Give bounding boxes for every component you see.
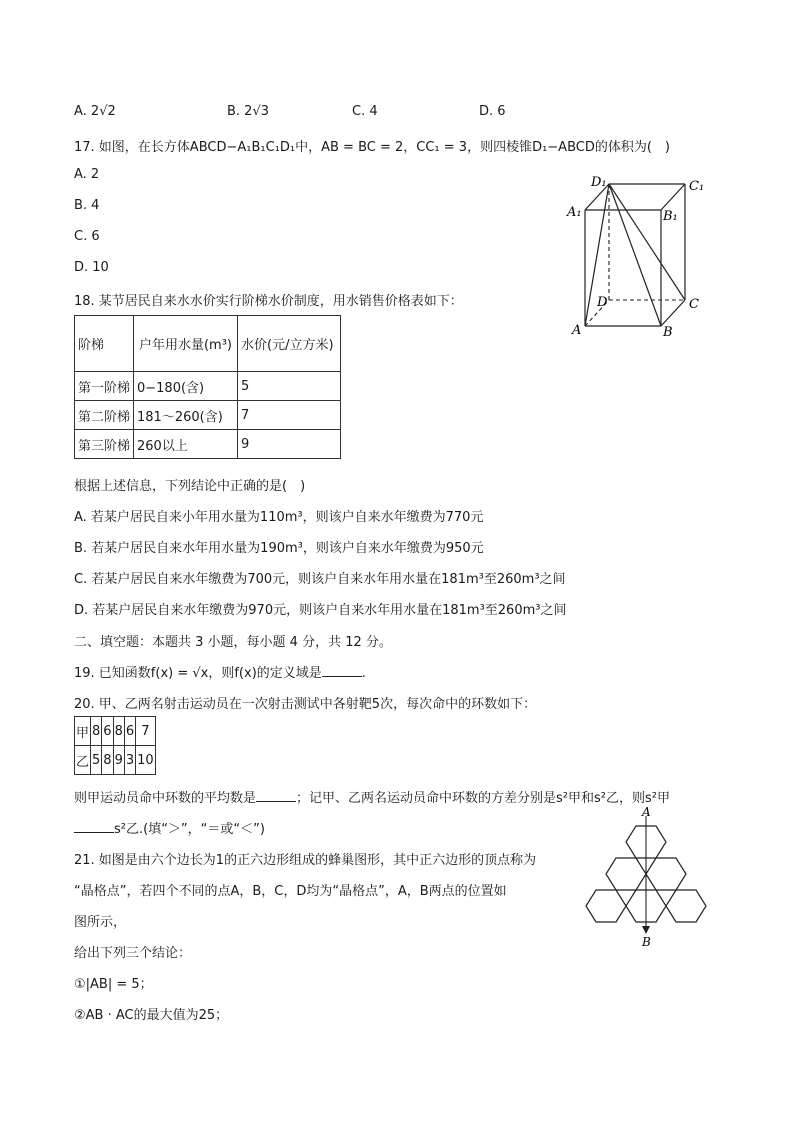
q18-option-d: D. 若某户居民自来水年缴费为970元，则该户自来水年用水量在181m³至260m³之间	[74, 603, 567, 618]
q21-line1: 21. 如图是由六个边长为1的正六边形组成的蜂巢图形，其中正六边形的顶点称为	[74, 853, 537, 868]
q19-stem	[74, 662, 366, 681]
label-a: A	[572, 323, 582, 338]
q19-stem-end: .	[361, 666, 366, 681]
q16-option-b: B. 2√3	[227, 104, 270, 119]
score-cell: 8	[113, 717, 124, 746]
shooting-scores-table	[74, 716, 156, 775]
water-price-table	[74, 315, 341, 459]
table-header: 水价(元/立方米)	[238, 316, 341, 372]
label-a1: A₁	[567, 205, 582, 220]
q16-option-c: C. 4	[352, 104, 378, 119]
table-header: 户年用水量(m³)	[134, 316, 238, 372]
q21-prompt: 给出下列三个结论：	[74, 946, 192, 961]
q16-option-a: A. 2√2	[74, 104, 116, 119]
q20-line1	[74, 787, 670, 806]
label-c1: C₁	[689, 179, 705, 194]
table-cell: 9	[238, 430, 341, 459]
label-d: D	[597, 295, 608, 310]
label-a-point: A	[642, 805, 651, 819]
q20-line1-text: 则甲运动员命中环数的平均数是	[74, 791, 257, 806]
answer-blank[interactable]	[322, 676, 362, 677]
score-cell: 7	[136, 717, 156, 746]
table-cell: 第三阶梯	[75, 430, 134, 459]
q18-option-b: B. 若某户居民自来水年用水量为190m³，则该户自来水年缴费为950元	[74, 541, 484, 556]
label-b: B	[663, 325, 673, 340]
q18-option-c: C. 若某户居民自来水年缴费为700元，则该户自来水年用水量在181m³至260m³之间	[74, 572, 566, 587]
q17-stem: 17. 如图，在长方体ABCD−A₁B₁C₁D₁中，AB = BC = 2，CC₁ = 3，则四棱锥D₁−ABCD的体积为( )	[74, 140, 671, 155]
score-cell: 3	[124, 746, 135, 775]
table-cell: 第二阶梯	[75, 401, 134, 430]
table-cell: 7	[238, 401, 341, 430]
q16-option-d: D. 6	[479, 104, 506, 119]
score-cell: 8	[91, 717, 102, 746]
q21-conclusion-2: ②AB · AC的最大值为25；	[74, 1008, 229, 1023]
label-b1: B₁	[663, 209, 678, 224]
q20-line1-rest: ；记甲、乙两名运动员命中环数的方差分别是s²甲和s²乙，则s²甲	[296, 791, 670, 806]
q20-line2-text: s²乙.(填“＞”，“＝或“＜”)	[114, 822, 265, 837]
answer-blank[interactable]	[256, 801, 296, 802]
q21-line2: “晶格点”，若四个不同的点A，B，C，D均为“晶格点”，A，B两点的位置如	[74, 884, 507, 899]
score-cell: 6	[102, 717, 113, 746]
honeycomb-figure	[580, 805, 720, 949]
q17-option-d: D. 10	[74, 260, 109, 275]
q20-line2	[74, 818, 265, 837]
q21-line3: 图所示，	[74, 915, 127, 930]
score-cell: 8	[102, 746, 113, 775]
table-cell: 181～260(含)	[134, 401, 238, 430]
answer-blank[interactable]	[74, 832, 114, 833]
q20-stem: 20. 甲、乙两名射击运动员在一次射击测试中各射靶5次，每次命中的环数如下：	[74, 697, 537, 712]
q21-conclusion-1: ①|AB| = 5；	[74, 977, 153, 992]
score-cell: 9	[113, 746, 124, 775]
label-c: C	[689, 297, 699, 312]
score-cell: 10	[136, 746, 156, 775]
q18-option-a: A. 若某户居民自来小年用水量为110m³，则该户自来水年缴费为770元	[74, 510, 484, 525]
q19-stem-text: 19. 已知函数f(x) = √x，则f(x)的定义域是	[74, 666, 322, 681]
table-cell: 第一阶梯	[75, 372, 134, 401]
q17-option-a: A. 2	[74, 167, 100, 182]
q18-prompt: 根据上述信息，下列结论中正确的是( )	[74, 479, 306, 494]
player-name: 甲	[75, 717, 91, 746]
table-cell: 260以上	[134, 430, 238, 459]
table-header: 阶梯	[75, 316, 134, 372]
q17-option-b: B. 4	[74, 198, 100, 213]
player-name: 乙	[75, 746, 91, 775]
score-cell: 5	[91, 746, 102, 775]
table-cell: 0−180(含)	[134, 372, 238, 401]
q17-option-c: C. 6	[74, 229, 100, 244]
q18-stem: 18. 某节居民自来水水价实行阶梯水价制度，用水销售价格表如下：	[74, 294, 463, 309]
cuboid-figure	[565, 170, 715, 340]
label-b-point: B	[642, 935, 651, 949]
score-cell: 6	[124, 717, 135, 746]
label-d1: D₁	[591, 175, 607, 190]
table-cell: 5	[238, 372, 341, 401]
section-title: 二、填空题：本题共 3 小题，每小题 4 分，共 12 分。	[74, 635, 392, 650]
